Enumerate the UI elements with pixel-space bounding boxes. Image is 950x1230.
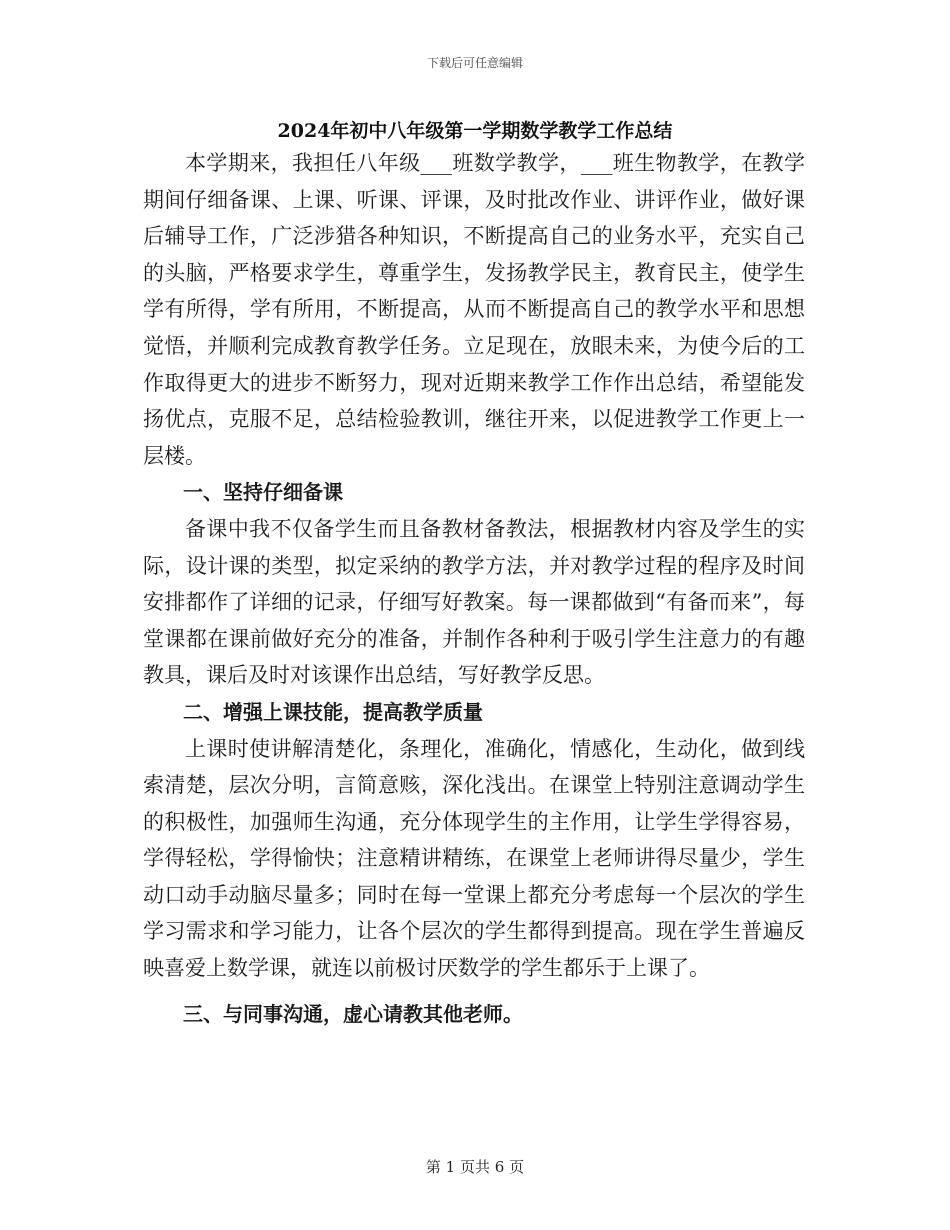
section-paragraph-1: 备课中我不仅备学生而且备教材备教法，根据教材内容及学生的实际，设计课的类型，拟定采纳的教学方法，并对教学过程的程序及时间安排都作了详细的记录，仔细写好教案。每一课都做到“有备而来”，每堂课都在课前做好充分的准备，并制作各种利于吸引学生注意力的有趣教具，课后及时对该课作出总结，写好教学反思。 [143,516,805,688]
intro-paragraph: 本学期来，我担任八年级___班数学教学，___班生物教学，在教学期间仔细备课、上课、听课、评课，及时批改作业、讲评作业，做好课后辅导工作，广泛涉猎各种知识，不断提高自己的业务水平，充实自己的头脑，严格要求学生，尊重学生，发扬教学民主，教育民主，使学生学有所得，学有所用，不断提高，从而不断提高自己的教学水平和思想觉悟，并顺利完成教育教学任务。立足现在，放眼未来，为使今后的工作取得更大的进步不断努力，现对近期来教学工作作出总结，希望能发扬优点，克服不足，总结检验教训，继往开来，以促进教学工作更上一层楼。 [143,151,805,468]
section-heading-3: 三、与同事沟通，虚心请教其他老师。 [183,1001,523,1026]
document-body [143,145,805,1032]
page-header-note: 下载后可任意编辑 [426,56,523,70]
section-heading-1: 一、坚持仔细备课 [183,480,343,505]
page-number: 第 1 页共 6 页 [425,1158,525,1176]
section-paragraph-2: 上课时使讲解清楚化，条理化，准确化，情感化，生动化，做到线索清楚，层次分明，言简意赅，深化浅出。在课堂上特别注意调动学生的积极性，加强师生沟通，充分体现学生的主作用，让学生学得容易，学得轻松，学得愉快；注意精讲精练，在课堂上老师讲得尽量少，学生动口动手动脑尽量多；同时在每一堂课上都充分考虑每一个层次的学生学习需求和学习能力，让各个层次的学生都得到提高。现在学生普遍反映喜爱上数学课，就连以前极讨厌数学的学生都乐于上课了。 [143,736,805,981]
document-title: 2024年初中八年级第一学期数学教学工作总结 [277,120,673,142]
section-heading-2: 二、增强上课技能，提高教学质量 [183,699,483,724]
